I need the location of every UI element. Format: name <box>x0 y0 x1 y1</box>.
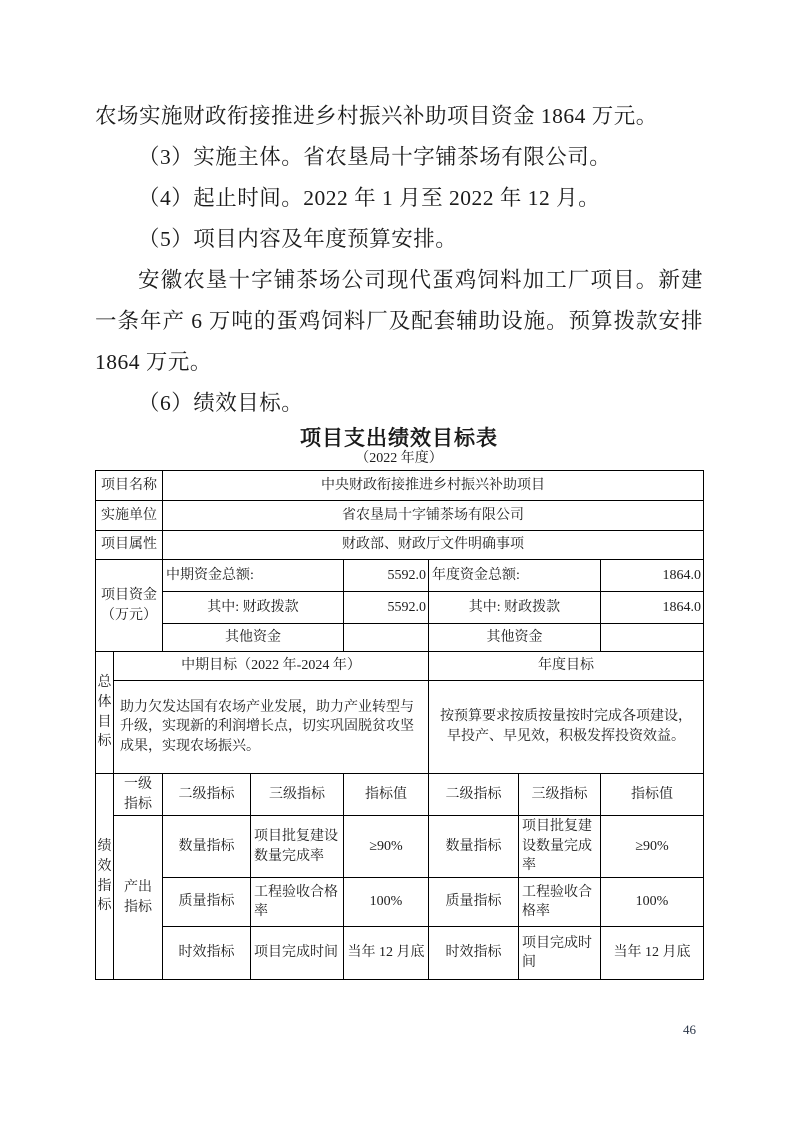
midterm-total-value-cell: 5592.0 <box>344 560 429 592</box>
midterm-fiscal-value-cell: 5592.0 <box>344 592 429 624</box>
level1-value-cell <box>114 816 163 980</box>
midterm-level2-cell: 时效指标 <box>163 927 251 980</box>
annual-total-value-cell: 1864.0 <box>601 560 704 592</box>
table-title: 项目支出绩效目标表 <box>300 426 498 450</box>
midterm-level2-cell: 质量指标 <box>163 878 251 927</box>
table-row <box>96 531 704 560</box>
annual-goal-header-cell: 年度目标 <box>429 652 704 681</box>
midterm-total-label-cell: 中期资金总额: <box>163 560 344 592</box>
midterm-other-label-cell: 其他资金 <box>163 624 344 652</box>
midterm-level2-header-cell: 二级指标 <box>163 774 251 816</box>
project-attribute-label-cell: 项目属性 <box>96 531 163 560</box>
project-name-label-cell: 项目名称 <box>96 471 163 501</box>
midterm-other-value-cell <box>344 624 429 652</box>
table-row <box>96 471 704 501</box>
table-row <box>96 501 704 531</box>
midterm-goal-header-cell: 中期目标（2022 年-2024 年） <box>114 652 429 681</box>
level1-header-text: 一级指标 <box>124 777 152 812</box>
midterm-level3-header-cell: 三级指标 <box>251 774 344 816</box>
level1-value-text: 产出指标 <box>124 880 152 915</box>
annual-other-value-cell <box>601 624 704 652</box>
annual-level2-header-cell: 二级指标 <box>429 774 519 816</box>
table-row <box>96 624 704 652</box>
midterm-value-cell: 100% <box>344 878 429 927</box>
midterm-level3-cell: 项目完成时间 <box>251 927 344 980</box>
table-row <box>96 592 704 624</box>
implementing-unit-value-cell: 省农垦局十字铺茶场有限公司 <box>163 501 704 531</box>
annual-level2-cell: 质量指标 <box>429 878 519 927</box>
annual-other-label-cell: 其他资金 <box>429 624 601 652</box>
implementing-unit-label-cell: 实施单位 <box>96 501 163 531</box>
annual-value-header-cell: 指标值 <box>601 774 704 816</box>
midterm-value-header-cell: 指标值 <box>344 774 429 816</box>
table-row <box>96 878 704 927</box>
table-row <box>96 927 704 980</box>
annual-level2-cell: 时效指标 <box>429 927 519 980</box>
table-row <box>96 681 704 774</box>
annual-level3-cell: 项目批复建设数量完成率 <box>519 816 601 878</box>
project-name-value-cell: 中央财政衔接推进乡村振兴补助项目 <box>163 471 704 501</box>
table-row <box>96 560 704 592</box>
midterm-level3-cell: 项目批复建设数量完成率 <box>251 816 344 878</box>
performance-indicator-label-cell: 绩效指标 <box>96 774 114 980</box>
midterm-value-cell: ≥90% <box>344 816 429 878</box>
project-funding-label-cell: 项目资金（万元） <box>96 560 163 652</box>
document-body <box>95 96 703 980</box>
annual-value-cell: 100% <box>601 878 704 927</box>
annual-fiscal-value-cell: 1864.0 <box>601 592 704 624</box>
body-paragraph: （6）绩效目标。 <box>138 391 304 415</box>
body-paragraph: 农场实施财政衔接推进乡村振兴补助项目资金 1864 万元。 <box>95 104 658 128</box>
annual-fiscal-label-cell: 其中: 财政拨款 <box>429 592 601 624</box>
performance-target-table <box>95 470 704 980</box>
body-paragraph: （4）起止时间。2022 年 1 月至 2022 年 12 月。 <box>138 186 601 210</box>
project-attribute-value-cell: 财政部、财政厅文件明确事项 <box>163 531 704 560</box>
annual-level2-cell: 数量指标 <box>429 816 519 878</box>
body-paragraph: （5）项目内容及年度预算安排。 <box>138 227 458 251</box>
overall-goal-label-cell: 总体目标 <box>96 652 114 774</box>
annual-value-cell: 当年 12 月底 <box>601 927 704 980</box>
table-row <box>96 774 704 816</box>
midterm-level3-cell: 工程验收合格率 <box>251 878 344 927</box>
midterm-value-cell: 当年 12 月底 <box>344 927 429 980</box>
page-number: 46 <box>683 1022 696 1037</box>
annual-total-label-cell: 年度资金总额: <box>429 560 601 592</box>
midterm-level2-cell: 数量指标 <box>163 816 251 878</box>
midterm-goal-text-cell: 助力欠发达国有农场产业发展，助力产业转型与升级，实现新的利润增长点，切实巩固脱贫攻坚成果，实现农场振兴。 <box>114 681 429 774</box>
table-row <box>96 652 704 681</box>
table-subtitle: （2022 年度） <box>355 451 443 466</box>
annual-value-cell: ≥90% <box>601 816 704 878</box>
annual-level3-cell: 工程验收合格率 <box>519 878 601 927</box>
table-row <box>96 816 704 878</box>
level1-header-cell <box>114 774 163 816</box>
annual-goal-text-cell: 按预算要求按质按量按时完成各项建设，早投产、早见效，积极发挥投资效益。 <box>429 681 704 774</box>
body-paragraph: 安徽农垦十字铺茶场公司现代蛋鸡饲料加工厂项目。新建一条年产 6 万吨的蛋鸡饲料厂及配套辅助设施。预算拨款安排 1864 万元。 <box>95 268 703 374</box>
body-paragraph: （3）实施主体。省农垦局十字铺茶场有限公司。 <box>138 145 612 169</box>
midterm-fiscal-label-cell: 其中: 财政拨款 <box>163 592 344 624</box>
annual-level3-cell: 项目完成时间 <box>519 927 601 980</box>
annual-level3-header-cell: 三级指标 <box>519 774 601 816</box>
